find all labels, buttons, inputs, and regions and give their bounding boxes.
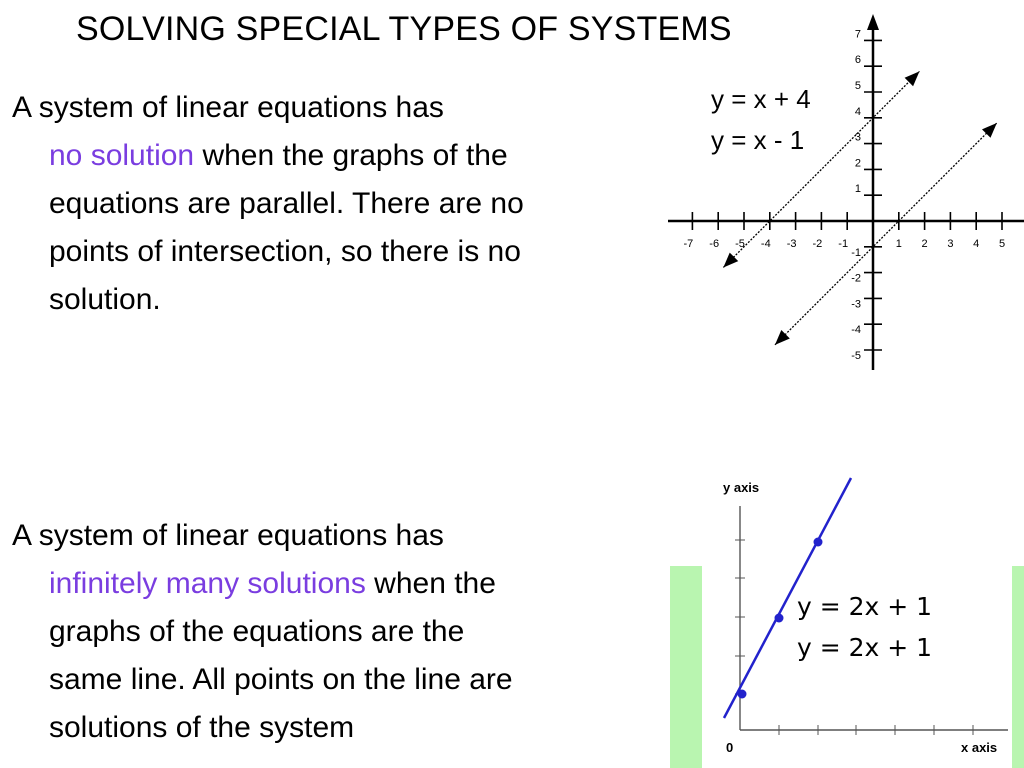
no-solution-paragraph: [12, 84, 662, 324]
y-tick-label: 4: [854, 105, 861, 118]
infinite-line-4: same line. All points on the line are: [49, 663, 513, 696]
x-tick-label: -5: [735, 238, 745, 250]
y-tick-label: 2: [854, 157, 861, 170]
no-solution-line-3: equations are parallel. There are no: [49, 187, 524, 220]
slide-title: SOLVING SPECIAL TYPES OF SYSTEMS: [76, 10, 732, 48]
x-tick-label: 4: [973, 238, 980, 250]
equation-label-2: y = x - 1: [711, 125, 805, 155]
line-point-2: [775, 614, 784, 623]
y-tick-label: -4: [851, 324, 861, 337]
infinite-line-5: solutions of the system: [49, 711, 355, 744]
y-tick-label: 7: [854, 28, 861, 41]
x-tick-label: -4: [760, 238, 771, 250]
equation-label-1: y = x + 4: [711, 84, 811, 114]
green-highlight-left: [670, 566, 702, 768]
y-tick-label: 1: [854, 183, 861, 196]
x-tick-label: 3: [947, 238, 954, 250]
infinite-solutions-paragraph: [12, 512, 662, 752]
x-tick-label: 5: [998, 238, 1006, 250]
x-tick-label: -2: [812, 238, 823, 250]
y-tick-label: 3: [854, 131, 861, 144]
parallel-lines-graph: [668, 8, 1024, 378]
x-tick-label: 1: [895, 238, 902, 250]
no-solution-line-4: points of intersection, so there is no: [49, 235, 521, 268]
tick-labels: [684, 28, 1024, 362]
no-solution-highlight: no solution: [49, 139, 195, 172]
no-solution-line-1: A system of linear equations has: [12, 91, 444, 124]
y-tick-label: -5: [851, 350, 861, 362]
infinite-line-2: [12, 560, 662, 608]
y-tick-label: -3: [851, 298, 861, 311]
same-line-svg: [668, 470, 1024, 768]
y-axis-arrow-icon: [867, 14, 879, 30]
same-equation-label-1: y = 2x + 1: [797, 592, 933, 621]
coordinate-axes: [668, 14, 1024, 370]
x-tick-label: -6: [709, 238, 720, 250]
no-solution-line-2-rest: when the graphs of the: [194, 139, 508, 172]
y-tick-label: -1: [851, 246, 861, 259]
x-tick-label: -3: [786, 238, 797, 250]
infinite-line-2-rest: when the: [365, 567, 496, 600]
infinite-highlight: infinitely many solutions: [49, 567, 366, 600]
x-tick-label: 2: [921, 238, 928, 250]
same-equation-label-2: y = 2x + 1: [797, 633, 933, 662]
y-tick-label: 6: [854, 54, 861, 67]
line-point-3: [814, 538, 823, 547]
no-solution-line-2: [12, 132, 662, 180]
infinite-line-3: graphs of the equations are the: [49, 615, 465, 648]
y-tick-label: 5: [854, 80, 861, 92]
x-tick-label: -1: [838, 238, 849, 250]
same-line-graph: [668, 470, 1024, 768]
origin-label: 0: [726, 740, 734, 755]
y-axis-label: y axis: [723, 480, 760, 495]
line-y-equals-x-minus-1: [775, 123, 997, 345]
infinite-line-1: A system of linear equations has: [12, 519, 444, 552]
no-solution-line-5: solution.: [49, 283, 161, 316]
x-axis-label: x axis: [961, 740, 998, 755]
parallel-lines-svg: [668, 8, 1024, 378]
line-point-1: [738, 690, 747, 699]
green-highlight-right: [1012, 566, 1024, 768]
y-tick-label: -2: [851, 272, 861, 285]
x-tick-label: -7: [683, 238, 694, 250]
